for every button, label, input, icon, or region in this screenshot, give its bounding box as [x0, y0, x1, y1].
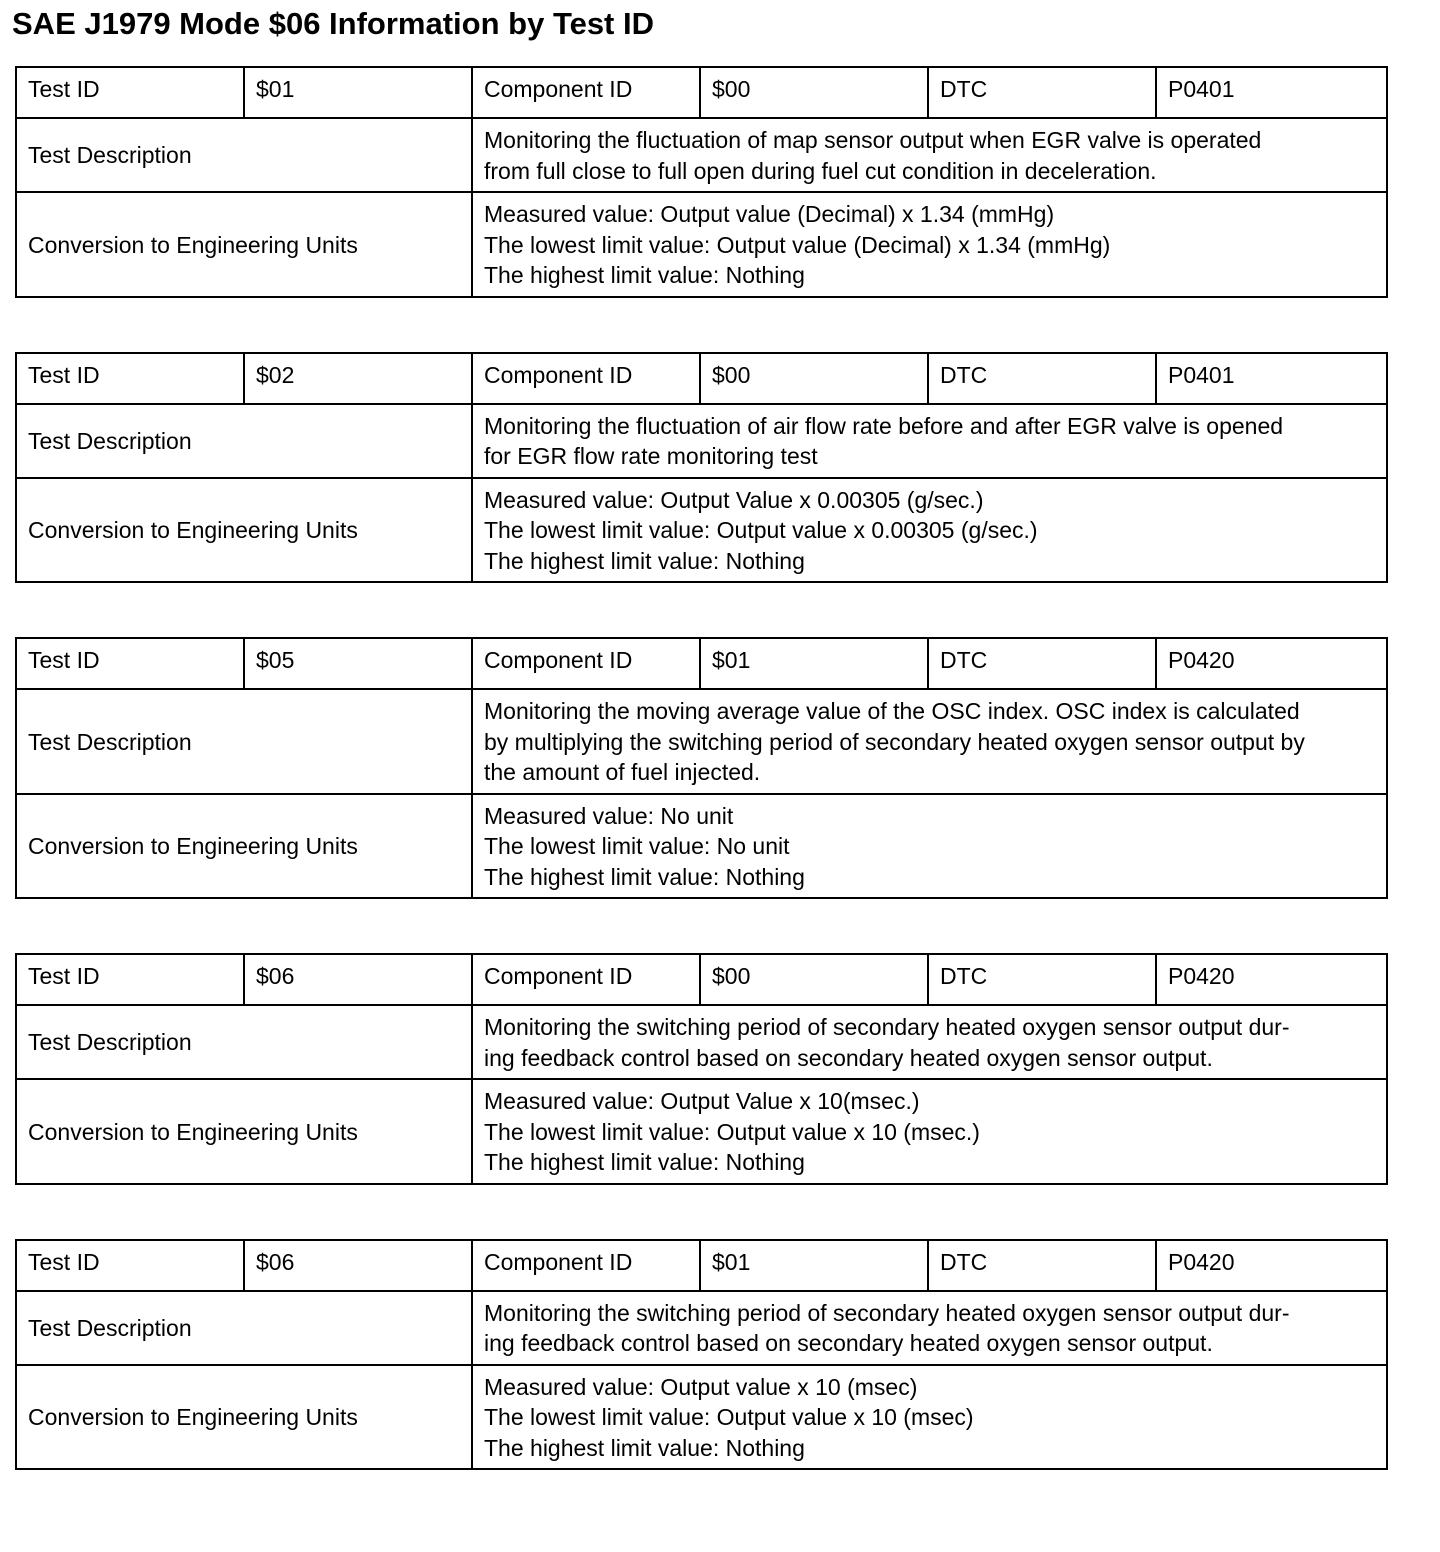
- conversion-text: [472, 478, 1387, 583]
- component-id-label: Component ID: [472, 67, 700, 118]
- conversion-row: [16, 794, 1387, 899]
- component-id-value: $01: [700, 1240, 928, 1291]
- test-description-row: [16, 1005, 1387, 1079]
- description-line: by multiplying the switching period of secondary heated oxygen sensor output by: [484, 728, 1305, 755]
- test-description-text: [472, 1291, 1387, 1365]
- test-id-row: [16, 1240, 1387, 1291]
- component-id-value: $00: [700, 954, 928, 1005]
- dtc-value: P0420: [1156, 638, 1387, 689]
- conversion-line: The highest limit value: Nothing: [484, 547, 805, 574]
- conversion-line: The lowest limit value: Output value x 10 (msec): [484, 1404, 974, 1430]
- dtc-value: P0401: [1156, 353, 1387, 404]
- conversion-label: Conversion to Engineering Units: [16, 1365, 472, 1470]
- conversion-text: [472, 794, 1387, 899]
- dtc-label: DTC: [928, 638, 1156, 689]
- conversion-line: The highest limit value: Nothing: [484, 262, 805, 288]
- test-id-value: $02: [244, 353, 472, 404]
- dtc-value: P0401: [1156, 67, 1387, 118]
- conversion-row: [16, 478, 1387, 583]
- conversion-text: [472, 192, 1387, 297]
- test-id-row: [16, 954, 1387, 1005]
- test-id-label: Test ID: [16, 67, 244, 118]
- test-description-label: Test Description: [16, 689, 472, 794]
- page-title: SAE J1979 Mode $06 Information by Test ID: [12, 6, 654, 41]
- conversion-line: The lowest limit value: Output value x 0.00305 (g/sec.): [484, 517, 1038, 543]
- conversion-label: Conversion to Engineering Units: [16, 794, 472, 899]
- test-description-label: Test Description: [16, 118, 472, 192]
- conversion-line: The lowest limit value: No unit: [484, 833, 790, 859]
- conversion-label: Conversion to Engineering Units: [16, 478, 472, 583]
- test-id-label: Test ID: [16, 638, 244, 689]
- dtc-value: P0420: [1156, 1240, 1387, 1291]
- conversion-text: [472, 1079, 1387, 1184]
- test-id-row: [16, 67, 1387, 118]
- description-line: from full close to full open during fuel cut condition in deceleration.: [484, 157, 1157, 184]
- dtc-label: DTC: [928, 353, 1156, 404]
- component-id-label: Component ID: [472, 1240, 700, 1291]
- test-description-row: [16, 689, 1387, 794]
- component-id-value: $01: [700, 638, 928, 689]
- test-description-row: [16, 1291, 1387, 1365]
- conversion-line: The highest limit value: Nothing: [484, 1149, 805, 1175]
- test-id-row: [16, 638, 1387, 689]
- test-description-text: [472, 118, 1387, 192]
- component-id-value: $00: [700, 67, 928, 118]
- test-table: [15, 953, 1388, 1185]
- conversion-row: [16, 192, 1387, 297]
- test-id-value: $06: [244, 1240, 472, 1291]
- test-table: [15, 352, 1388, 584]
- component-id-label: Component ID: [472, 954, 700, 1005]
- dtc-label: DTC: [928, 1240, 1156, 1291]
- conversion-row: [16, 1079, 1387, 1184]
- test-description-row: [16, 404, 1387, 478]
- description-line: Monitoring the switching period of secondary heated oxygen sensor output dur-: [484, 1014, 1290, 1040]
- conversion-line: Measured value: Output value x 10 (msec): [484, 1373, 918, 1400]
- test-description-label: Test Description: [16, 1005, 472, 1079]
- test-description-label: Test Description: [16, 1291, 472, 1365]
- conversion-line: Measured value: No unit: [484, 802, 734, 829]
- test-description-text: [472, 689, 1387, 794]
- conversion-line: Measured value: Output Value x 0.00305 (g/sec.): [484, 486, 984, 513]
- component-id-value: $00: [700, 353, 928, 404]
- description-line: for EGR flow rate monitoring test: [484, 443, 818, 469]
- description-line: Monitoring the fluctuation of air flow rate before and after EGR valve is opened: [484, 412, 1284, 439]
- conversion-line: The lowest limit value: Output value (Decimal) x 1.34 (mmHg): [484, 231, 1111, 258]
- description-line: ing feedback control based on secondary heated oxygen sensor output.: [484, 1044, 1213, 1071]
- description-line: Monitoring the moving average value of the OSC index. OSC index is calculated: [484, 698, 1300, 724]
- description-line: Monitoring the fluctuation of map sensor output when EGR valve is operated: [484, 127, 1262, 153]
- test-id-value: $01: [244, 67, 472, 118]
- test-id-label: Test ID: [16, 353, 244, 404]
- conversion-row: [16, 1365, 1387, 1470]
- test-table: [15, 637, 1388, 899]
- conversion-label: Conversion to Engineering Units: [16, 192, 472, 297]
- conversion-line: The lowest limit value: Output value x 10 (msec.): [484, 1118, 980, 1145]
- conversion-line: Measured value: Output Value x 10(msec.): [484, 1088, 920, 1114]
- conversion-line: Measured value: Output value (Decimal) x 1.34 (mmHg): [484, 201, 1055, 227]
- test-description-text: [472, 404, 1387, 478]
- test-id-label: Test ID: [16, 954, 244, 1005]
- test-description-row: [16, 118, 1387, 192]
- conversion-line: The highest limit value: Nothing: [484, 1434, 805, 1461]
- test-id-row: [16, 353, 1387, 404]
- conversion-text: [472, 1365, 1387, 1470]
- conversion-label: Conversion to Engineering Units: [16, 1079, 472, 1184]
- dtc-value: P0420: [1156, 954, 1387, 1005]
- test-id-value: $06: [244, 954, 472, 1005]
- description-line: the amount of fuel injected.: [484, 759, 761, 785]
- test-description-text: [472, 1005, 1387, 1079]
- dtc-label: DTC: [928, 954, 1156, 1005]
- test-table: [15, 1239, 1388, 1471]
- component-id-label: Component ID: [472, 638, 700, 689]
- conversion-line: The highest limit value: Nothing: [484, 863, 805, 890]
- description-line: Monitoring the switching period of secondary heated oxygen sensor output dur-: [484, 1299, 1290, 1326]
- test-id-label: Test ID: [16, 1240, 244, 1291]
- test-table: [15, 66, 1388, 298]
- description-line: ing feedback control based on secondary heated oxygen sensor output.: [484, 1330, 1213, 1356]
- test-tables: [15, 66, 1386, 1524]
- test-description-label: Test Description: [16, 404, 472, 478]
- test-id-value: $05: [244, 638, 472, 689]
- dtc-label: DTC: [928, 67, 1156, 118]
- component-id-label: Component ID: [472, 353, 700, 404]
